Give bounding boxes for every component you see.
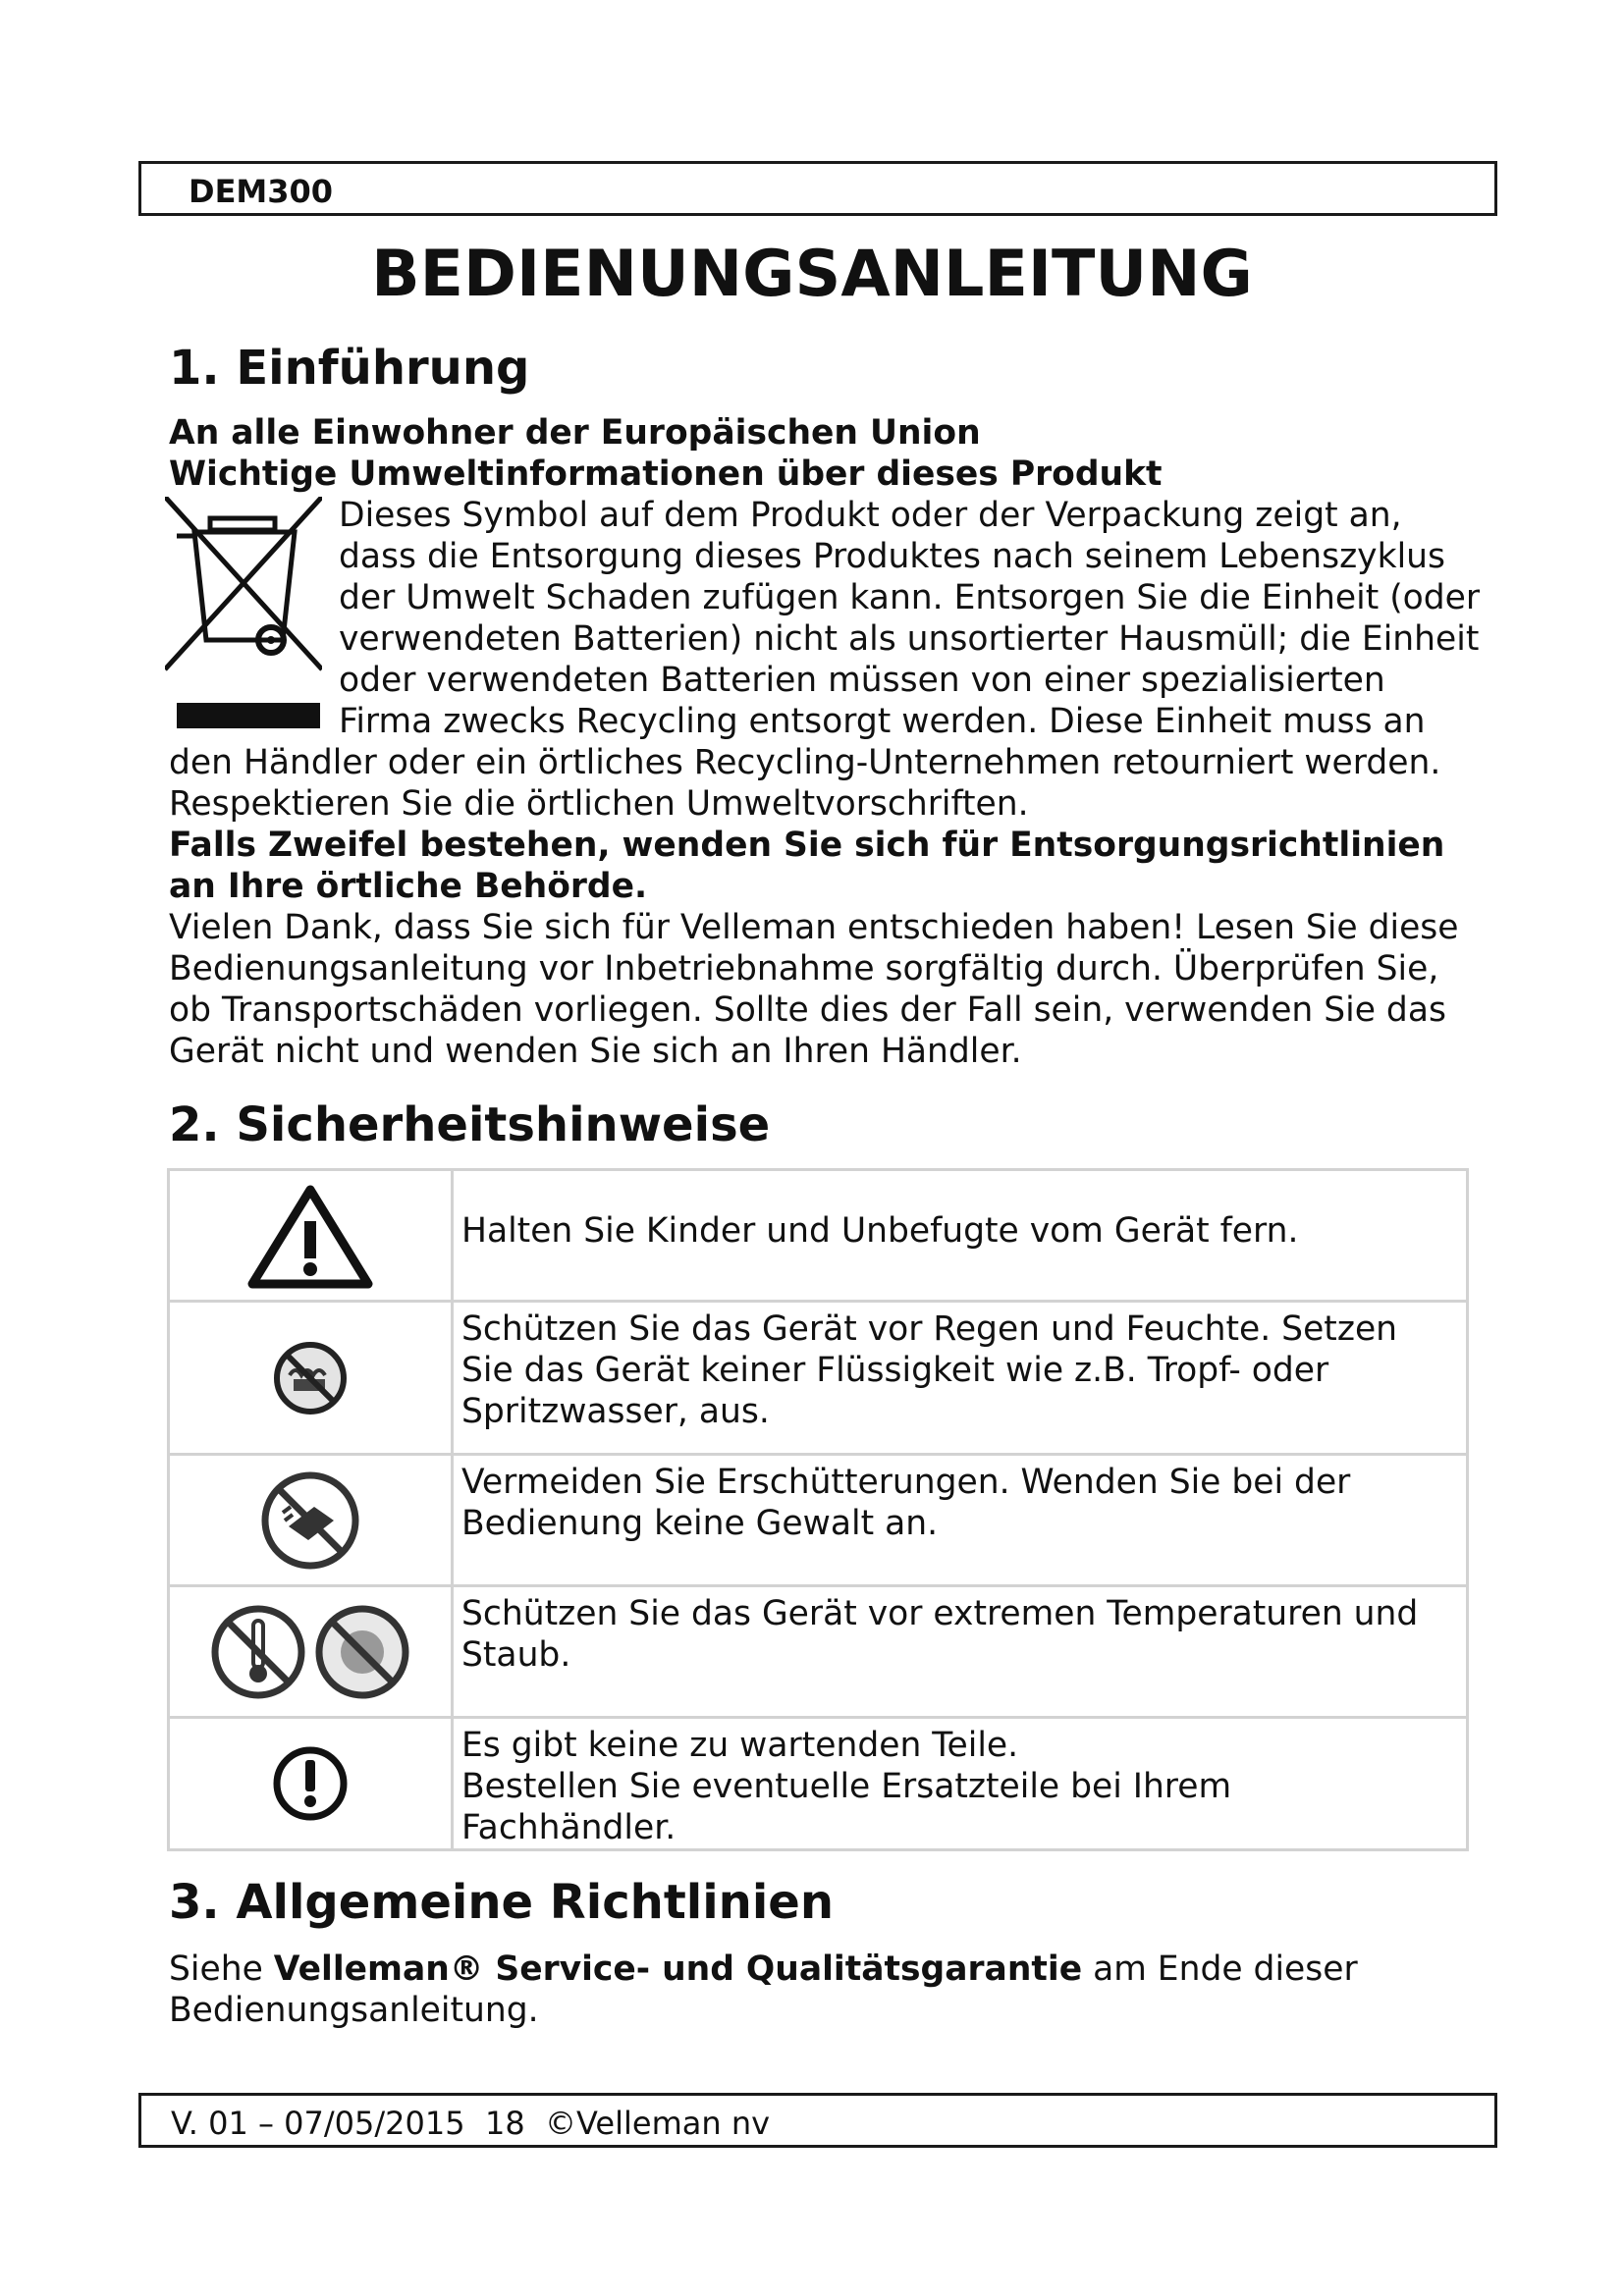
subheading-environment-info: Wichtige Umweltinformationen über dieses Produkt — [169, 454, 1163, 494]
safety-table — [167, 1168, 1469, 1851]
section-heading-safety: 2. Sicherheitshinweise — [169, 1097, 771, 1152]
safety-text: Es gibt keine zu wartenden Teile. — [461, 1726, 1019, 1765]
disposal-notice: Falls Zweifel bestehen, wenden Sie sich für Entsorgungsrichtlinien an Ihre örtliche Behörde. — [169, 826, 1445, 906]
warranty-reference: Velleman® Service- und Qualitätsgarantie — [273, 1949, 1083, 1989]
safety-text: Schützen Sie das Gerät vor extremen Temperaturen und Staub. — [453, 1586, 1468, 1718]
safety-text: Schützen Sie das Gerät vor Regen und Feuchte. Setzen Sie das Gerät keiner Flüssigkeit wie z.B. Tropf- oder Spritzwasser, aus. — [453, 1302, 1468, 1455]
safety-text: Vermeiden Sie Erschütterungen. Wenden Sie bei der Bedienung keine Gewalt an. — [453, 1455, 1468, 1586]
safety-row — [169, 1170, 1468, 1302]
weee-bin-icon — [165, 497, 322, 728]
safety-row — [169, 1455, 1468, 1586]
model-number: DEM300 — [189, 173, 334, 210]
safety-row — [169, 1718, 1468, 1850]
safety-text: Halten Sie Kinder und Unbefugte vom Gerät fern. — [453, 1170, 1468, 1302]
no-shock-icon — [259, 1469, 361, 1572]
page-title: BEDIENUNGSANLEITUNG — [371, 238, 1253, 311]
safety-text-2: Bestellen Sie eventuelle Ersatzteile bei Ihrem Fachhändler. — [461, 1767, 1232, 1847]
no-temperature-no-dust-icon — [207, 1601, 413, 1703]
warning-triangle-icon — [246, 1182, 374, 1290]
footer-version: V. 01 – 07/05/2015 18 ©Velleman nv — [171, 2105, 771, 2142]
environment-text: Dieses Symbol auf dem Produkt oder der Verpackung zeigt an, dass die Entsorgung dieses Produktes nach seinem Lebenszyklus der Umwelt Schaden zufügen kann. Entsorgen Sie die Einheit (oder verwendeten Batterien) nicht als unsortierter Hausmüll; die Einheit oder verwendeten Batterien müssen von einer spezialisierten Firma zwecks Recycling entsorgt werden. Diese Einheit muss an — [339, 496, 1481, 741]
section-heading-introduction: 1. Einführung — [169, 341, 530, 396]
safety-row — [169, 1302, 1468, 1455]
general-guidelines-text: Siehe Velleman® Service- und Qualitätsgarantie am Ende dieser Bedienungsanleitung. — [169, 1949, 1358, 2030]
no-water-icon — [272, 1340, 349, 1416]
page-header — [138, 161, 1497, 216]
caution-exclamation-icon — [271, 1744, 350, 1823]
section-heading-general: 3. Allgemeine Richtlinien — [169, 1875, 835, 1930]
environment-text-continued: den Händler oder ein örtliches Recycling-Unternehmen retourniert werden. Respektieren Sie die örtlichen Umweltvorschriften. — [169, 743, 1441, 824]
subheading-eu-residents: An alle Einwohner der Europäischen Union — [169, 413, 981, 453]
safety-row — [169, 1586, 1468, 1718]
page-footer — [138, 2093, 1497, 2148]
thanks-text: Vielen Dank, dass Sie sich für Velleman entschieden haben! Lesen Sie diese Bedienungsanleitung vor Inbetriebnahme sorgfältig durch. Überprüfen Sie, ob Transportschäden vorliegen. Sollte dies der Fall sein, verwenden Sie das Gerät nicht und wenden Sie sich an Ihren Händler. — [169, 908, 1459, 1071]
